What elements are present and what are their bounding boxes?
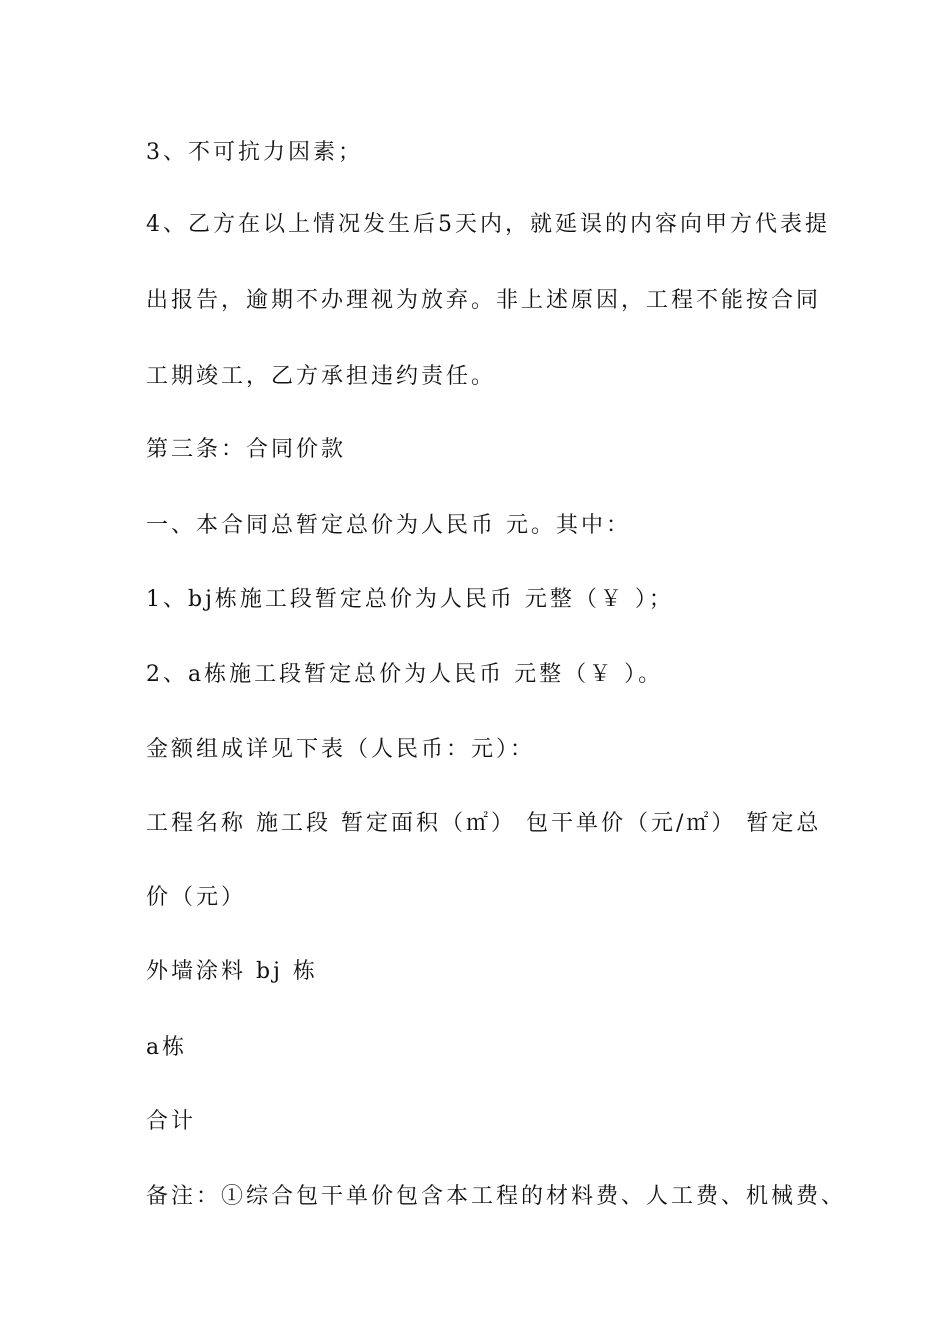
table-row-a: a栋 — [146, 1035, 188, 1060]
text-line-total-price: 一、本合同总暂定总价为人民币 元。其中： — [146, 513, 631, 538]
text-line-force-majeure: 3、不可抗力因素； — [146, 140, 363, 165]
text-line-a-price: 2、a栋施工段暂定总价为人民币 元整（￥ ）。 — [146, 662, 664, 687]
text-line-bj-price: 1、bj栋施工段暂定总价为人民币 元整（￥ ）； — [146, 587, 674, 612]
table-header-continued: 价（元） — [146, 885, 247, 910]
text-line-liability: 工期竣工，乙方承担违约责任。 — [146, 364, 497, 389]
text-line-remarks: 备注：①综合包干单价包含本工程的材料费、人工费、机械费、 — [146, 1184, 847, 1209]
text-line-amount-details: 金额组成详见下表（人民币：元）： — [146, 737, 536, 762]
table-header-line: 工程名称 施工段 暂定面积（㎡） 包干单价（元/㎡） 暂定总 — [146, 811, 822, 836]
text-line-report-continued: 出报告，逾期不办理视为放弃。非上述原因，工程不能按合同 — [146, 288, 822, 313]
table-row-bj: 外墙涂料 bj 栋 — [146, 959, 318, 984]
article-three-heading: 第三条：合同价款 — [146, 437, 347, 462]
table-row-total: 合计 — [146, 1109, 197, 1134]
text-line-delay-report: 4、乙方在以上情况发生后5天内，就延误的内容向甲方代表提 — [146, 212, 830, 237]
